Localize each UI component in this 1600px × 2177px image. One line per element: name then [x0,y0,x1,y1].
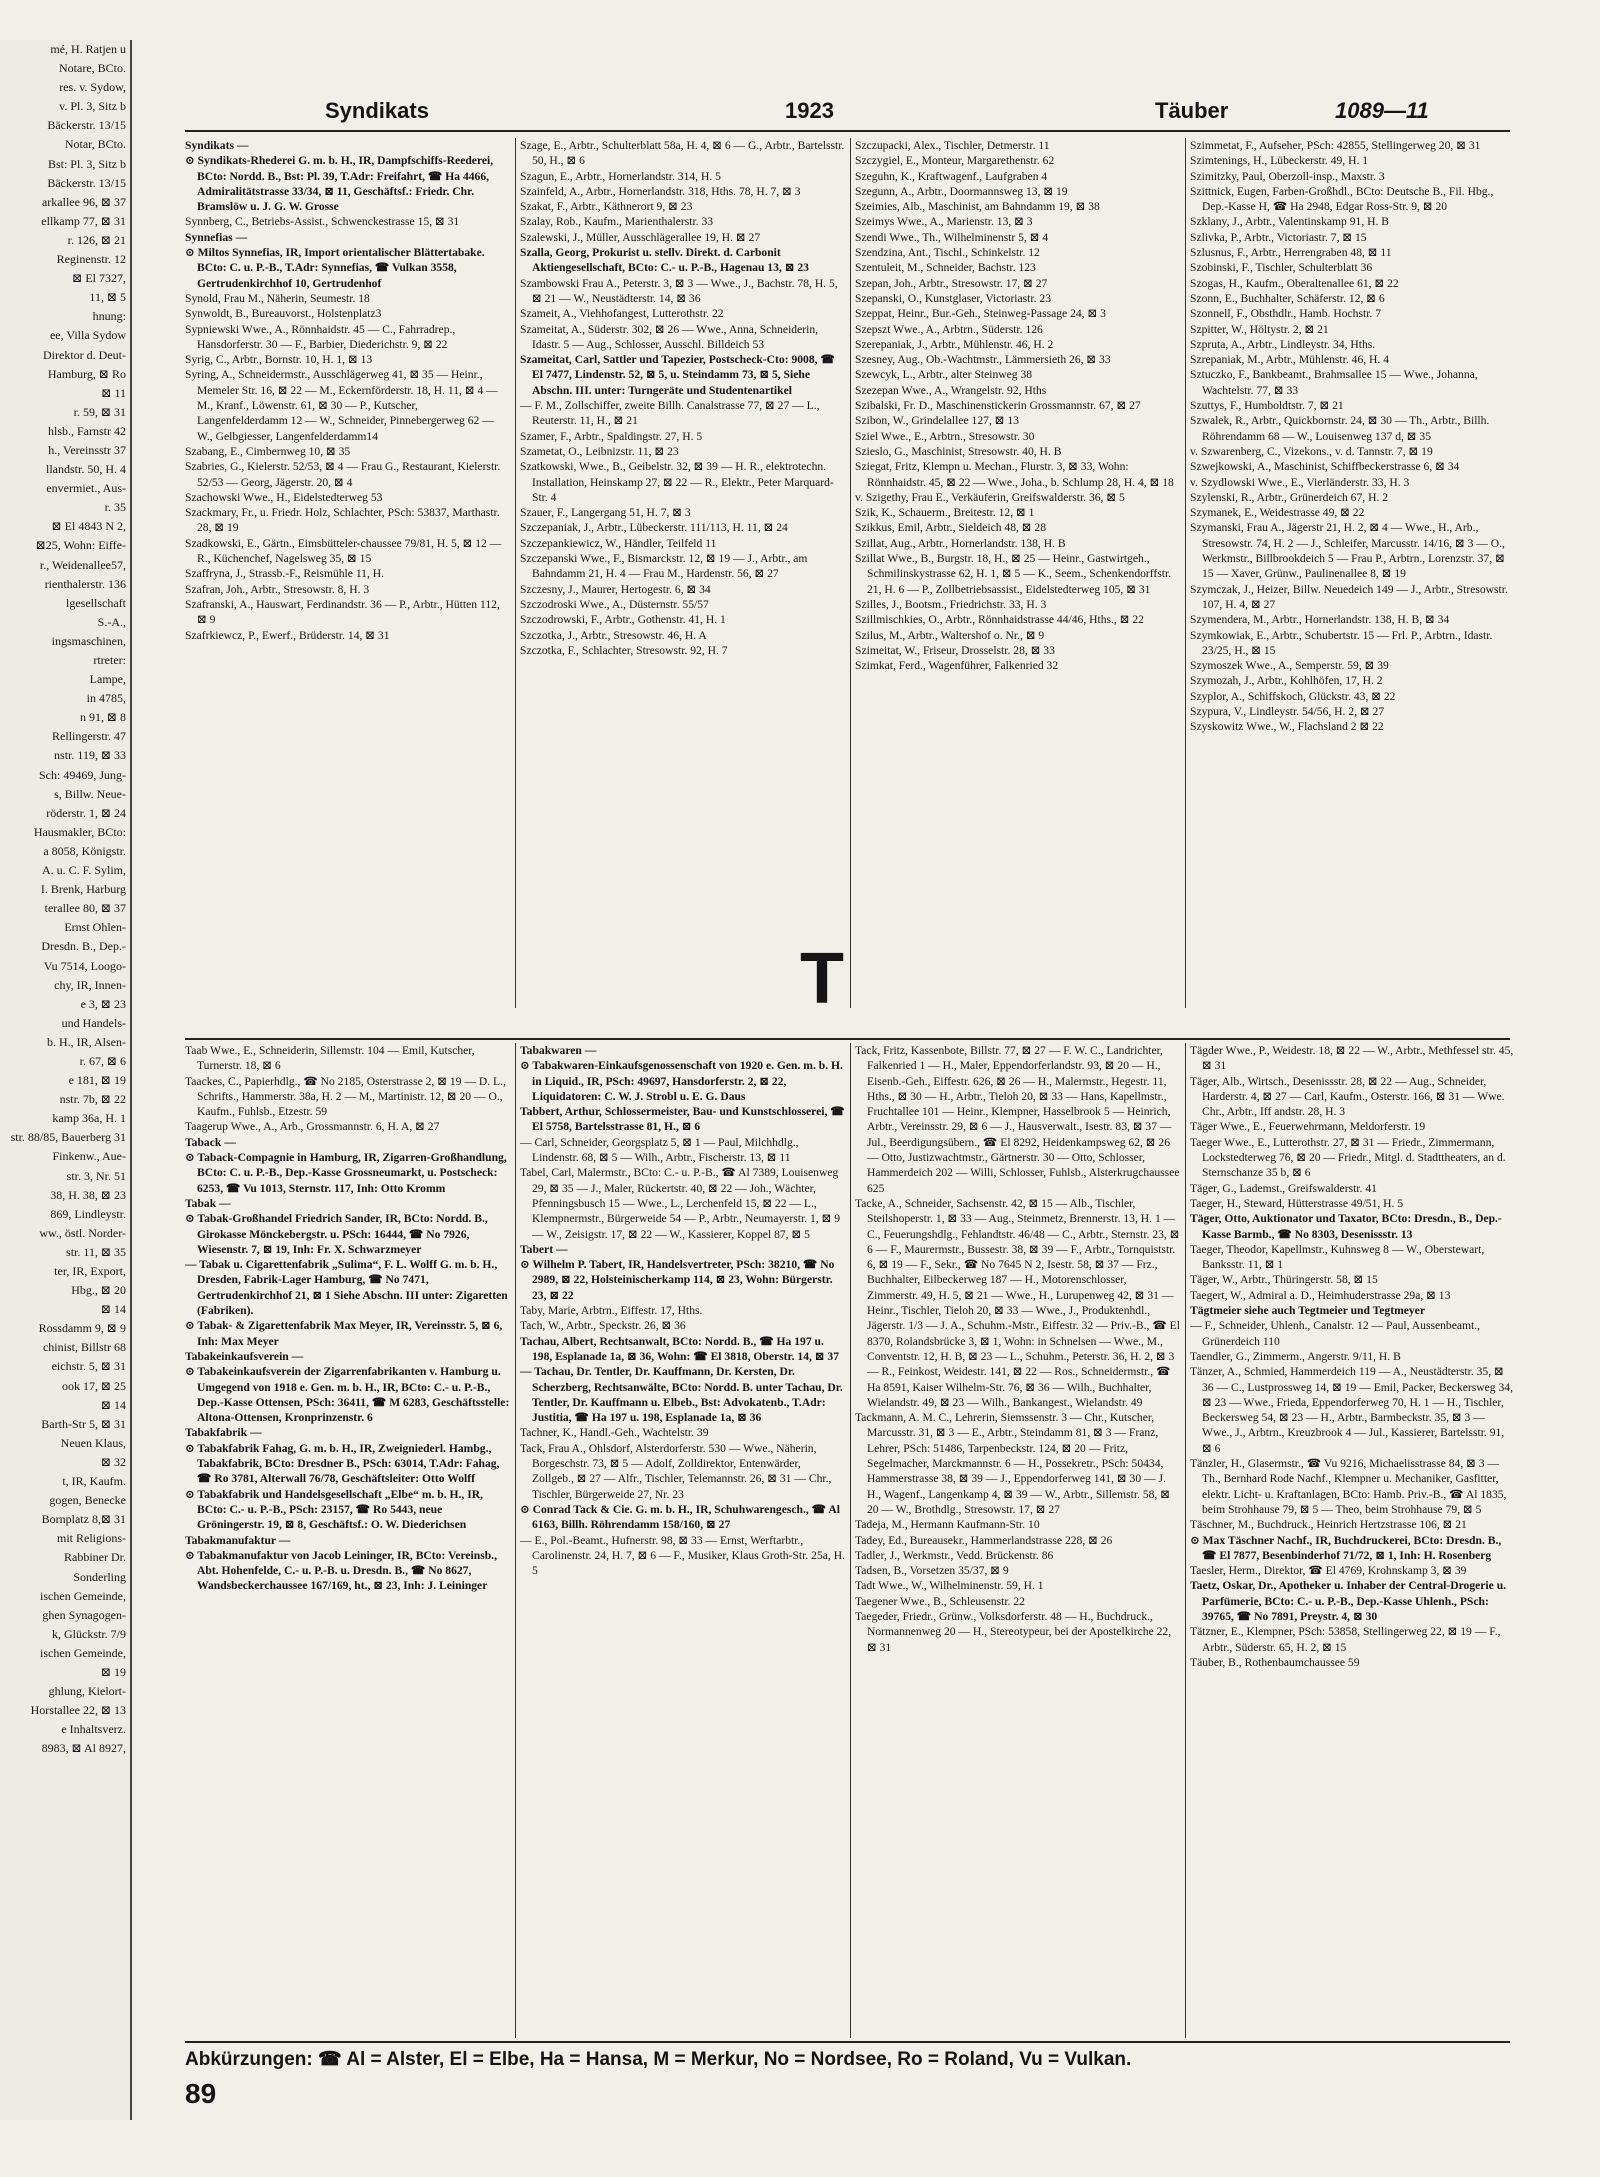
previous-page-line: e 3, ⊠ 23 [80,996,126,1011]
directory-entry: Tabakfabrik — [185,1426,262,1440]
directory-entry: Synwoldt, B., Bureauvorst., Holstenplatz3 [185,307,382,321]
previous-page-line: r. 35 [104,500,126,515]
previous-page-line: ⊠ 11 [101,385,126,400]
directory-entry: Szimitzky, Paul, Oberzoll-insp., Maxstr. 3 [1190,169,1385,183]
directory-entry: Szklany, J., Arbtr., Valentinskamp 91, H. B [1190,215,1390,229]
previous-page-line: nstr. 119, ⊠ 33 [54,748,126,763]
directory-entry: Szillat, Aug., Arbtr., Hornerlandstr. 138, H. B [855,536,1066,550]
directory-entry: Szczotka, F., Schlachter, Stresowstr. 92, H. 7 [520,643,728,657]
directory-entry: Szogas, H., Kaufm., Oberaltenallee 61, ⊠ 22 [1190,276,1399,290]
directory-entry: Tach, W., Arbtr., Speckstr. 26, ⊠ 36 [520,1319,686,1333]
previous-page-line: eichstr. 5, ⊠ 31 [51,1359,126,1374]
directory-entry: Szakat, F., Arbtr., Käthnerort 9, ⊠ 23 [520,200,693,214]
directory-entry: Szameitat, Carl, Sattler und Tapezier, Postscheck-Cto: 9008, ☎ El 7477, Lindenstr. 52, ⊠ 5, u. Steindamm 73, ⊠ 5, Siehe Abschn. III. unter: Turngeräte und Studentenartikel [520,353,835,397]
directory-entry: Szeguhn, K., Kraftwagenf., Laufgraben 4 [855,169,1048,183]
previous-page-line: 38, H. 38, ⊠ 23 [50,1187,126,1202]
directory-entry: Szabries, G., Kielerstr. 52/53, ⊠ 4 — Frau G., Restaurant, Kielerstr. 52/53 — Georg, Jägerstr. 20, ⊠ 4 [185,460,501,489]
directory-entry: Szczepaniak, J., Arbtr., Lübeckerstr. 111/113, H. 11, ⊠ 24 [520,521,788,535]
previous-page-line: Notar, BCto. [64,137,126,152]
directory-entry: Szpitter, W., Höltystr. 2, ⊠ 21 [1190,322,1329,336]
previous-page-line: Neuen Klaus, [60,1435,126,1450]
directory-entry: ⊙ Conrad Tack & Cie. G. m. b. H., IR, Schuhwarengesch., ☎ Al 6163, Billh. Röhrendamm 158/160, ⊠ 27 [520,1502,840,1532]
directory-entry: ⊙ Tabakmanufaktur von Jacob Leininger, IR, BCto: Vereinsb., Abt. Hohenfelde, C.- u. P.-B. u. Dresdn. B., ☎ No 8627, Wandsbeckerchaussee 167/169, ht., ⊠ 23, Inh: J. Leininger [185,1548,497,1593]
directory-entry: Tachner, K., Handl.-Geh., Wachtelstr. 39 [520,1426,709,1440]
directory-entry: Szafranski, A., Hauswart, Ferdinandstr. 36 — P., Arbtr., Hütten 112, ⊠ 9 [185,597,500,627]
previous-page-line: ee, Villa Sydow [49,328,126,343]
directory-entry: Taby, Marie, Arbtrn., Eiffestr. 17, Hths. [520,1304,703,1318]
directory-entry: ⊙ Tabakfabrik Fahag, G. m. b. H., IR, Zweigniederl. Hambg., Tabakfabrik, BCto: Dresdner B., PSch: 63014, T.Adr: Fahag, ☎ Ro 3781, Alterwall 76/78, Geschäftsleiter: Otto Wolff [185,1441,500,1486]
directory-entry: Taab Wwe., E., Schneiderin, Sillemstr. 104 — Emil, Kutscher, Turnerstr. 18, ⊠ 6 [185,1044,475,1073]
directory-entry: Taeger Wwe., E., Lutterothstr. 27, ⊠ 31 — Friedr., Zimmermann, Lockstedterweg 76, ⊠ 20 — Friedr., Mitgl. d. Stadttheaters, an d. Sternschanze 35 b, ⊠ 6 [1190,1135,1506,1180]
previous-page-line: A. u. C. F. Sylim, [41,863,126,878]
directory-entry: Szameit, A., Viehhofangest, Lutterothstr. 22 [520,307,724,321]
directory-entry: Täger Wwe., E., Feuerwehrmann, Meldorferstr. 19 [1190,1120,1426,1134]
previous-page-line: Reginenstr. 12 [56,252,126,267]
previous-page-line: I. Brenk, Harburg [40,882,126,897]
directory-entry: ⊙ Max Täschner Nachf., IR, Buchdruckerei, BCto: Dresdn. B., ☎ El 7877, Besenbinderhof 71/72, ⊠ 1, Inh: H. Rosenberg [1190,1533,1502,1562]
previous-page-line: r. 59, ⊠ 31 [73,404,126,419]
previous-page-line: 8983, ⊠ Al 8927, [41,1741,126,1756]
directory-entry: Szeimies, Alb., Maschinist, am Bahndamm 19, ⊠ 38 [855,200,1100,214]
previous-page-line: Direktor d. Deut- [43,347,126,362]
directory-entry: Szendi Wwe., Th., Wilhelminenstr 5, ⊠ 4 [855,230,1049,244]
page-header [145,98,1550,138]
previous-page-line: Rossdamm 9, ⊠ 9 [38,1321,126,1336]
directory-entry: Szendzina, Ant., Tischl., Schinkelstr. 12 [855,246,1040,260]
directory-entry: Taegert, W., Admiral a. D., Heimhuderstrasse 29a, ⊠ 13 [1190,1288,1451,1302]
directory-entry: Szuttys, F., Humboldtstr. 7, ⊠ 21 [1190,399,1344,413]
directory-entry: Szalewski, J., Müller, Ausschlägerallee 19, H. ⊠ 27 [520,230,761,244]
previous-page-line: Sch: 49469, Jung- [39,767,126,782]
section-letter: T [800,939,844,1019]
previous-page-line: str. 11, ⊠ 35 [66,1244,126,1259]
directory-entry: Tacke, A., Schneider, Sachsenstr. 42, ⊠ 15 — Alb., Tischler, Steilshoperstr. 1, ⊠ 33 — Aug., Steinmetz, Brennerstr. 13, H. 1 — C., Feuerungshdlg., Fehlandtstr. 46/48 — C., Arbtr., Sternstr. 23, ⊠ 6 — F., Maurermstr., Bussestr. 38, ⊠ 39 — F., Arbtr., Tornquiststr. 6, ⊠ 19 — F., Sekr., ☎ No 7645 N 2, Isestr. 58, ⊠ 37 — Frz., Buchhalter, Eilbeckerweg 187 — H., Motorenschlosser, Zimmerstr. 49, H. 5, ⊠ 21 — Wwe., H., Lurupenweg 42, ⊠ 31 — Heinr., Tischler, Tieloh 20, ⊠ 33 — Wwe., J., Produktenhdl., Jägerstr. 1/3 — J. A., Schuhm.-Mstr., Eiffestr. 32 — Priv.-B., ☎ El 8370, Rolandsbrücke 3, ⊠ 1, Wohn: in Schnelsen — Wwe., M., Conventstr. 12, H. B, ⊠ 23 — L., Schuhm., Peterstr. 36, H. 2, ⊠ 3 — R., Feinkost, Weidestr. 141, ⊠ 22 — Ros., Schneidermstr., ☎ Ha 8591, Kaiser Wilhelm-Str. 76, ⊠ 36 — Wilh., Buchhalter, Wielandstr. 49, ⊠ 23 — Wilh., Bankangest., Wielandstr. 49 [855,1196,1180,1409]
previous-page-line: 11, ⊠ 5 [89,290,126,305]
directory-entry: Szymozah, J., Arbtr., Kohlhöfen, 17, H. 2 [1190,674,1383,688]
directory-entry: Szczodroski Wwe., A., Düsternstr. 55/57 [520,597,709,611]
column-1-top [185,138,510,1008]
previous-page-line: ischen Gemeinde, [40,1588,126,1603]
directory-entry: Szatkowski, Wwe., B., Geibelstr. 32, ⊠ 39 — H. R., elektrotechn. Installation, Heinskamp 27, ⊠ 22 — R., Elektr., Peter Marquard-Str. 4 [520,460,834,504]
directory-entry: Szezepan Wwe., A., Wrangelstr. 92, Hths [855,383,1047,397]
directory-entry: Tänzer, A., Schmied, Hammerdeich 119 — A., Neustädterstr. 35, ⊠ 36 — C., Lustprossweg 14, ⊠ 19 — Emil, Packer, Beckersweg 34, ⊠ 23 — Wwe., Frieda, Eppendorferweg 70, H. 1 — H., Tischler, Beckersweg 54, ⊠ 23 — H., Arbtr., Barmbeckstr. 35, ⊠ 3 — Wwe., J., Arbtrn., Kreuzbrook 4 — Jul., Kassierer, Bartelsstr. 91, ⊠ 6 [1190,1365,1513,1455]
directory-entry: Szesney, Aug., Ob.-Wachtmstr., Lämmersieth 26, ⊠ 33 [855,353,1111,367]
previous-page-line: nstr. 7b, ⊠ 22 [59,1092,126,1107]
directory-entry: Täger, Alb., Wirtsch., Desenissstr. 28, ⊠ 22 — Aug., Schneider, Harderstr. 4, ⊠ 27 — Carl, Kaufm., Osterstr. 166, ⊠ 31 — Wwe. Chr., Arbtr., Iff andstr. 28, H. 3 [1190,1074,1505,1119]
directory-entry: Taeger, H., Steward, Hütterstrasse 49/51, H. 5 [1190,1196,1404,1210]
previous-page-line: envermiet., Aus- [46,481,126,496]
directory-entry: — Tabak u. Cigarettenfabrik „Sulima“, F. L. Wolff G. m. b. H., Dresden, Fabrik-Lager Hamburg, ☎ No 7471, Gertrudenkirchhof 21, ⊠ 1 Siehe Abschn. III unter: Zigaretten (Fabriken). [185,1258,508,1318]
directory-entry: Syrig, C., Arbtr., Bornstr. 10, H. 1, ⊠ 13 [185,353,373,367]
column-divider [850,138,851,1008]
previous-page-line: Hamburg, ⊠ Ro [47,366,126,381]
column-4-bottom [1190,1043,1515,2038]
directory-entry: Tabakeinkaufsverein — [185,1349,304,1363]
column-3-top [855,138,1180,1008]
previous-page-line: Rabbiner Dr. [64,1550,126,1565]
previous-page-line: 869, Lindleystr. [50,1206,126,1221]
directory-entry: Tabert — [520,1242,568,1256]
previous-page-line: Rellingerstr. 47 [52,729,126,744]
directory-entry: Szymanski, Frau A., Jägerstr 21, H. 2, ⊠ 4 — Wwe., H., Arb., Stresowstr. 74, H. 2 — J., Schleifer, Marcusstr. 14/16, ⊠ 3 — O., Werkmstr., Billbrookdeich 5 — Frau P., Arbtrn., Lorenzstr. 37, ⊠ 15 — Xaver, Grünw., Paulinenallee 8, ⊠ 19 [1190,521,1505,581]
previous-page-line: res. v. Sydow, [59,80,126,95]
directory-entry: Szylenski, R., Arbtr., Grünerdeich 67, H. 2 [1190,490,1389,504]
previous-page-line: ghen Synagogen- [42,1607,126,1622]
previous-page-line: ter, IR, Export, [54,1264,126,1278]
directory-entry: Tägtmeier siehe auch Tegtmeier und Tegtmeyer [1190,1304,1425,1318]
previous-page-line: r., Weidenallee57, [39,557,126,572]
previous-page-line: ⊠ 32 [100,1454,126,1469]
page-number: 89 [185,2078,217,2109]
directory-entry: Szonnell, F., Obsthdlr., Hamb. Hochstr. 7 [1190,307,1382,321]
previous-page-line: t, IR, Kaufm. [62,1474,126,1489]
column-divider [515,138,516,1008]
column-3-bottom [855,1043,1180,2038]
directory-entry: Szyplor, A., Schiffskoch, Glückstr. 43, ⊠ 22 [1190,689,1396,703]
previous-page-line: lgesellschaft [66,595,126,610]
directory-entry: Tackmann, A. M. C., Lehrerin, Siemssenstr. 3 — Chr., Kutscher, Marcusstr. 31, ⊠ 3 — E., Arbtr., Steindamm 81, ⊠ 3 — Franz, Lehrer, PSch: 51486, Tarpenbeckstr. 124, ⊠ 20 — Fritz, Segelmacher, Marckmannstr. 6 — H., Possekretr., PSch: 50434, Hammerstrasse 38, ⊠ 39 — J., Eppendorferweg 141, ⊠ 30 — J. H., Wagenf., Langenkamp 4, ⊠ 39 — W., Arbtr., Sillemstr. 58, ⊠ 20 — W., Brothdlg., Stresowstr. 17, ⊠ 27 [855,1411,1170,1516]
previous-page-line: h., Vereinsstr 37 [48,442,126,457]
previous-page-line: k, Glückstr. 7/9 [52,1626,126,1641]
directory-entry: Taegener Wwe., B., Schleusenstr. 22 [855,1594,1025,1608]
directory-entry: Szamer, F., Arbtr., Spaldingstr. 27, H. 5 [520,429,703,443]
directory-entry: Tadsen, B., Vorsetzen 35/37, ⊠ 9 [855,1564,1009,1578]
previous-page-line: Sonderling [73,1569,126,1584]
previous-page-line: Bäckerstr. 13/15 [47,175,126,190]
directory-entry: Szaffryna, J., Strassb.-F., Reismühle 11, H. [185,567,385,581]
directory-entry: Szczodrowski, F., Arbtr., Gothenstr. 41, H. 1 [520,613,726,627]
previous-page-line: a 8058, Königstr. [43,843,126,858]
directory-entry: Szerepaniak, J., Arbtr., Mühlenstr. 46, H. 2 [855,337,1054,351]
directory-entry: Tadeja, M., Hermann Kaufmann-Str. 10 [855,1518,1040,1532]
directory-entry: Tachau, Albert, Rechtsanwalt, BCto: Nordd. B., ☎ Ha 197 u. 198, Esplanade 1a, ⊠ 36, Wohn: ☎ El 3818, Oberstr. 14, ⊠ 37 [520,1334,840,1363]
directory-entry: Täger, G., Lademst., Greifswalderstr. 41 [1190,1181,1377,1195]
directory-entry: Szpruta, A., Arbtr., Lindleystr. 34, Hths. [1190,337,1376,351]
directory-entry: Taagerup Wwe., A., Arb., Grossmannstr. 6, H. A, ⊠ 27 [185,1120,440,1134]
previous-page-line: b. H., IR, Alsen- [47,1034,126,1049]
directory-entry: Tabbert, Arthur, Schlossermeister, Bau- und Kunstschlosserei, ☎ El 5758, Bartelsstrasse 81, H., ⊠ 6 [520,1105,845,1134]
previous-page-line: v. Pl. 3, Sitz b [59,99,126,114]
directory-entry: Szalay, Rob., Kaufm., Marienthalerstr. 33 [520,215,714,229]
directory-entry: Szillmischkies, O., Arbtr., Rönnhaidstrasse 44/46, Hths., ⊠ 22 [855,613,1144,627]
previous-page-line: ingsmaschinen, [51,633,126,648]
directory-entry: Sztuczko, F., Bankbeamt., Brahmsallee 15 — Wwe., Johanna, Wachtelstr. 77, ⊠ 33 [1190,368,1478,397]
column-divider [515,1043,516,2038]
directory-entry: Szalla, Georg, Prokurist u. stellv. Direkt. d. Carbonit Aktiengesellschaft, BCto: C.- u. P.-B., Hagenau 13, ⊠ 23 [520,246,809,275]
directory-entry: Szafran, Joh., Arbtr., Stresowstr. 8, H. 3 [185,582,370,596]
directory-entry: Taackes, C., Papierhdlg., ☎ No 2185, Osterstrasse 2, ⊠ 19 — D. L., Schrifts., Hammerstr. 38a, H. 2 — M., Martinistr. 12, ⊠ 20 — O., Kaufm., Fuhlsb., Etzestr. 59 [185,1074,506,1119]
previous-page-line: in 4785, [86,691,126,706]
directory-entry: Szainfeld, A., Arbtr., Hornerlandstr. 318, Hths. 78, H. 7, ⊠ 3 [520,184,801,198]
previous-page-line: gogen, Benecke [49,1493,126,1508]
column-divider [1185,1043,1186,2038]
directory-entry: Taback — [185,1135,236,1149]
column-4-top [1190,138,1515,1008]
header-rule [185,130,1510,132]
header-right: Täuber [1155,98,1229,123]
previous-page-line: und Handels- [61,1015,126,1030]
directory-entry: Taetz, Oskar, Dr., Apotheker u. Inhaber der Central-Drogerie u. Parfümerie, BCto: C.- u. P.-B., Dep.-Kasse Uhlenh., PSch: 39765, ☎ No 7891, Preystr. 4, ⊠ 30 [1190,1579,1507,1623]
previous-page-line: Bst: Pl. 3, Sitz b [47,156,126,171]
previous-page-line: e Inhaltsverz. [61,1722,126,1737]
directory-entry: Szymczak, J., Heizer, Billw. Neuedeich 149 — J., Arbtr., Stresowstr. 107, H. 4, ⊠ 27 [1190,582,1508,611]
directory-entry: — Carl, Schneider, Georgsplatz 5, ⊠ 1 — Paul, Milchhdlg., Lindenstr. 68, ⊠ 5 — Wilh., Arbtr., Fischerstr. 13, ⊠ 11 [520,1135,799,1165]
directory-entry: Tänzler, H., Glasermstr., ☎ Vu 9216, Michaelisstrasse 84, ⊠ 3 — Th., Bernhard Rode Nachf., Klempner u. Mechaniker, Gasfitter, elektr. Licht- u. Kraftanlagen, BCto: Hamb. Priv.-B., ☎ Al 1835, beim Strohhause 79, ⊠ 5 — Theo, beim Strohhause 79, ⊠ 5 [1190,1457,1507,1516]
directory-entry: Tabakmanufaktur — [185,1533,291,1547]
abbreviation-footer: Abkürzungen: ☎ Al = Alster, El = Elbe, Ha = Hansa, M = Merkur, No = Nordsee, Ro = Roland, Vu = Vulkan. [185,2049,1132,2070]
directory-entry: — F. M., Zollschiffer, zweite Billh. Canalstrasse 77, ⊠ 27 — L., Reuterstr. 11, H., ⊠ 21 [520,399,820,428]
directory-entry: Szewcyk, L., Arbtr., alter Steinweg 38 [855,368,1033,382]
directory-entry: ⊙ Syndikats-Rhederei G. m. b. H., IR, Dampfschiffs-Reederei, BCto: Nordd. B., Bst: Pl. 39, T.Adr: Freifahrt, ☎ Ha 4466, Admiralitätstrasse 33/34, ⊠ 11, Geschäftsf.: Friedr. Chr. Bramslöw u. J. G. W. Grosse [185,154,494,214]
directory-entry: Szagun, E., Arbtr., Hornerlandstr. 314, H. 5 [520,169,721,183]
directory-entry: Sypniewski Wwe., A., Rönnhaidstr. 45 — C., Fahrradrep., Hansdorferstr. 30 — F., Barbier, Diederichstr. 9, ⊠ 22 [185,322,456,351]
directory-entry: — E., Pol.-Beamt., Hufnerstr. 98, ⊠ 33 — Ernst, Werftarbtr., Carolinenstr. 24, H. 7, ⊠ 6 — F., Musiker, Klaus Groth-Str. 25a, H. 5 [520,1533,845,1578]
directory-entry: Szachowski Wwe., H., Eidelstedterweg 53 [185,490,383,504]
directory-entry: Syndikats — [185,139,249,152]
directory-entry: Szymendera, M., Arbtr., Hornerlandstr. 138, H. B, ⊠ 34 [1190,613,1450,627]
directory-entry: Szepan, Joh., Arbtr., Stresowstr. 17, ⊠ 27 [855,276,1048,290]
directory-entry: Szczepankiewicz, W., Händler, Teilfeld 11 [520,536,717,550]
directory-entry: Tadt Wwe., W., Wilhelminenstr. 59, H. 1 [855,1579,1044,1593]
previous-page-line: e 181, ⊠ 19 [68,1073,126,1088]
directory-entry: Taeger, Theodor, Kapellmstr., Kuhnsweg 8 — W., Oberstewart, Banksstr. 11, ⊠ 1 [1190,1242,1485,1272]
directory-entry: v. Szigethy, Frau E., Verkäuferin, Greifswalderstr. 36, ⊠ 5 [855,490,1125,504]
previous-page-line: ellkamp 77, ⊠ 31 [41,213,126,228]
directory-entry: Szametat, O., Leibnizstr. 11, ⊠ 23 [520,444,679,458]
directory-entry: Szymkowiak, E., Arbtr., Schubertstr. 15 — Frl. P., Arbtrn., Idastr. 23/25, H., ⊠ 15 [1190,628,1493,657]
directory-entry: Täger, Otto, Auktionator und Taxator, BCto: Dresdn., B., Dep.-Kasse Barmb., ☎ No 8303, Desenissstr. 13 [1190,1212,1502,1241]
directory-entry: Szackmary, Fr., u. Friedr. Holz, Schlachter, PSch: 53837, Marthastr. 28, ⊠ 19 [185,506,500,535]
directory-entry: ⊙ Tabakfabrik und Handelsgesellschaft „Elbe“ m. b. H., IR, BCto: C.- u. P.-B., PSch: 23157, ☎ Ro 5443, neue Gröningerstr. 19, ⊠ 8, Geschäftsf.: O. W. Diederichsen [185,1487,484,1532]
directory-entry: Szilles, J., Bootsm., Friedrichstr. 33, H. 3 [855,597,1047,611]
directory-entry: Szypura, V., Lindleystr. 54/56, H. 2, ⊠ 27 [1190,704,1385,718]
previous-page-line: arkallee 96, ⊠ 37 [41,194,126,209]
directory-entry: Szepanski, O., Kunstglaser, Victoriastr. 23 [855,291,1052,305]
directory-entry: Szeppat, Heinr., Bur.-Geh., Steinweg-Passage 24, ⊠ 3 [855,307,1106,321]
directory-entry: Täger, W., Arbtr., Thüringerstr. 58, ⊠ 15 [1190,1273,1378,1287]
previous-page-line: Dresdn. B., Dep.- [41,939,126,954]
directory-entry: Szilus, M., Arbtr., Waltershof o. Nr., ⊠ 9 [855,628,1045,642]
directory-entry: Tabak — [185,1196,231,1210]
column-divider [1185,138,1186,1008]
previous-page-line: Hausmakler, BCto: [33,824,126,839]
directory-entry: Szlivka, P., Arbtr., Victoriastr. 7, ⊠ 15 [1190,230,1367,244]
directory-entry: Szczotka, J., Arbtr., Stresowstr. 46, H. A [520,628,707,642]
directory-entry: ⊙ Tabakeinkaufsverein der Zigarrenfabrikanten v. Hamburg u. Umgegend von 1918 e. Gen. m. b. H., IR, BCto: C.- u. P.-B., Dep.-Kasse Ottensen, PSch: 36411, ☎ M 6283, Geschäftsstelle: Altona-Ottensen, Kronprinzenstr. 6 [185,1365,510,1425]
previous-page-line: ⊠ 19 [100,1664,126,1679]
directory-entry: v. Szydlowski Wwe., E., Vierländerstr. 33, H. 3 [1190,475,1410,489]
directory-entry: Szobinski, F., Tischler, Schulterblatt 36 [1190,261,1373,275]
previous-page-line: ⊠ El 7327, [72,271,126,286]
directory-entry: Taesler, Herm., Direktor, ☎ El 4769, Krohnskamp 3, ⊠ 39 [1190,1564,1467,1578]
directory-entry: Tabakwaren — [520,1044,597,1057]
header-year: 1923 [785,98,834,123]
directory-entry: Szameitat, A., Süderstr. 302, ⊠ 26 — Wwe., Anna, Schneiderin, Idastr. 5 — Aug., Schlosser, Ausschl. Billdeich 53 [520,322,819,351]
directory-entry: Szonn, E., Buchhalter, Schäferstr. 12, ⊠ 6 [1190,291,1385,305]
previous-page-line: Notare, BCto. [59,61,126,76]
directory-entry: Szabang, E., Cimbernweg 10, ⊠ 35 [185,444,351,458]
directory-entry: Taegeder, Friedr., Grünw., Volksdorferstr. 48 — H., Buchdruck., Normannenweg 20 — H., Stereotypeur, bei der Apostelkirche 22, ⊠ 31 [855,1609,1172,1654]
directory-entry: Sziel Wwe., E., Arbtrn., Stresowstr. 30 [855,429,1035,443]
directory-entry: Taendler, G., Zimmerm., Angerstr. 9/11, H. B [1190,1349,1401,1363]
directory-entry: Szimkat, Ferd., Wagenführer, Falkenried 32 [855,659,1059,673]
directory-entry: ⊙ Miltos Synnefias, IR, Import orientalischer Blättertabake. BCto: C. u. P.-B., T.Adr: Synnefias, ☎ Vulkan 3558, Gertrudenkirchhof 10, Gertrudenhof [185,246,485,290]
previous-page-line: n 91, ⊠ 8 [79,710,126,725]
previous-page-line: str. 3, Nr. 51 [66,1168,126,1183]
previous-page-line: ook 17, ⊠ 25 [61,1378,126,1393]
directory-entry: Szimeitat, W., Friseur, Drosselstr. 28, ⊠ 33 [855,643,1055,657]
directory-entry: Szik, K., Schauerm., Breitestr. 12, ⊠ 1 [855,506,1035,520]
section-rule [185,1038,1510,1040]
directory-entry: Szimmetat, F., Aufseher, PSch: 42855, Stellingerweg 20, ⊠ 31 [1190,139,1481,152]
directory-entry: Tägder Wwe., P., Weidestr. 18, ⊠ 22 — W., Arbtr., Methfessel str. 45, ⊠ 31 [1190,1044,1514,1073]
directory-entry: Szibalski, Fr. D., Maschinenstickerin Grossmannstr. 67, ⊠ 27 [855,399,1141,413]
directory-entry: Täschner, M., Buchdruck., Heinrich Hertzstrasse 106, ⊠ 21 [1190,1518,1467,1532]
previous-page-line: Bornplatz 8,⊠ 31 [41,1512,126,1527]
previous-page-line: ghlung, Kielort- [48,1684,126,1699]
previous-page-line: ⊠25, Wohn: Eiffe- [35,538,126,553]
previous-page-fragment [0,40,132,2120]
directory-entry: Szieslo, G., Maschinist, Stresowstr. 40, H. B [855,444,1062,458]
directory-entry: Szczesny, J., Maurer, Hertogestr. 6, ⊠ 34 [520,582,711,596]
previous-page-line: mé, H. Ratjen u [50,42,126,56]
previous-page-line: str. 88/85, Bauerberg 31 [10,1130,126,1145]
directory-entry: ⊙ Tabak- & Zigarettenfabrik Max Meyer, IR, Vereinsstr. 5, ⊠ 6, Inh: Max Meyer [185,1319,503,1348]
previous-page-line: ischen Gemeinde, [40,1645,126,1660]
previous-page-line: ww., östl. Norder- [39,1225,126,1240]
directory-entry: Täuber, B., Rothenbaumchaussee 59 [1190,1655,1360,1669]
column-2-bottom [520,1043,845,2038]
previous-page-line: rtreter: [93,653,126,667]
directory-entry: Syring, A., Schneidermstr., Ausschlägerweg 41, ⊠ 35 — Heinr., Memeler Str. 16, ⊠ 22 — M., Eckernförderstr. 18, H. 11, ⊠ 4 — M., Kranf., Löwenstr. 61, ⊠ 30 — P., Kutscher, Langenfelderdamm 12 — W., Schneider, Pinnebergerweg 62 — W., Gelbgiesser, Langenfelderdamm14 [185,368,498,443]
directory-entry: ⊙ Tabakwaren-Einkaufsgenossenschaft von 1920 e. Gen. m. b. H. in Liquid., IR, PSch: 49697, Hansdorferstr. 2, ⊠ 22, Liquidatoren: C. W. J. Strobl u. E. G. Daus [520,1059,843,1103]
directory-entry: Szadkowski, E., Gärtn., Eimsbütteler-chaussee 79/81, H. 5, ⊠ 12 — R., Küchenchef, Nagelsweg 35, ⊠ 15 [185,536,502,566]
directory-entry: Szambowski Frau A., Peterstr. 3, ⊠ 3 — Wwe., J., Bachstr. 78, H. 5, ⊠ 21 — W., Neustädterstr. 14, ⊠ 36 [520,276,838,305]
directory-entry: ⊙ Tabak-Großhandel Friedrich Sander, IR, BCto: Nordd. B., Girokasse Mönckebergstr. u. PSch: 16444, ☎ No 7926, Wiesenstr. 7, ⊠ 19, Inh: Fr. X. Schwarzmeyer [185,1212,488,1256]
directory-entry: Synnberg, C., Betriebs-Assist., Schwenckestrasse 15, ⊠ 31 [185,215,460,229]
directory-entry: Szeimys Wwe., A., Marienstr. 13, ⊠ 3 [855,215,1033,229]
directory-entry: v. Szwarenberg, C., Vizekons., v. d. Tannstr. 7, ⊠ 19 [1190,444,1433,458]
previous-page-line: Horstallee 22, ⊠ 13 [30,1703,126,1718]
directory-entry: Szage, E., Arbtr., Schulterblatt 58a, H. 4, ⊠ 6 — G., Arbtr., Bartelsstr. 50, H., ⊠ 6 [520,139,845,168]
directory-entry: Szafrkiewcz, P., Ewerf., Brüderstr. 14, ⊠ 31 [185,628,390,642]
directory-entry: Szrepaniak, M., Arbtr., Mühlenstr. 46, H. 4 [1190,353,1390,367]
directory-entry: Szittnick, Eugen, Farben-Großhdl., BCto: Deutsche B., Fil. Hbg., Dep.-Kasse H, ☎ Ha 2948, Edgar Ross-Str. 9, ⊠ 20 [1190,184,1494,214]
directory-entry: Szentuleit, M., Schneider, Bachstr. 123 [855,261,1036,275]
previous-page-line: r. 67, ⊠ 6 [79,1053,126,1068]
directory-entry: Sziegat, Fritz, Klempn u. Mechan., Flurstr. 3, ⊠ 33, Wohn: Rönnhaidstr. 45, ⊠ 22 — Wwe., Joha., b. Schlump 28, H. 4, ⊠ 18 [855,460,1174,489]
previous-page-line: ⊠ El 4843 N 2, [51,519,126,534]
directory-entry: Szczupacki, Alex., Tischler, Detmerstr. 11 [855,139,1050,152]
directory-entry: Synnefias — [185,230,248,244]
previous-page-line: mit Religions- [57,1531,126,1546]
directory-entry: Tabel, Carl, Malermstr., BCto: C.- u. P.-B., ☎ Al 7389, Louisenweg 29, ⊠ 35 — J., Maler, Rückertstr. 40, ⊠ 22 — Joh., Wächter, Pfenningsbusch 15 — Wwe., L., Lerchenfeld 15, ⊠ 22 — L., Klempnermstr., Bürgerweide 54 — P., Arbtr., Neumayerstr. 1, ⊠ 9 — W., Zeisigstr. 17, ⊠ 22 — W., Kassierer, Koppel 87, ⊠ 5 [520,1166,840,1241]
directory-entry: Szillat Wwe., B., Burgstr. 18, H., ⊠ 25 — Heinr., Gastwirtgeh., Schmilinskystrasse 62, H. 1, ⊠ 5 — K., Seem., Schenkendorffstr. 21, H. 6 — P., Zollbetriebsassist., Eidelstedterweg 105, ⊠ 31 [855,552,1172,596]
directory-entry: — Tachau, Dr. Tentler, Dr. Kauffmann, Dr. Kersten, Dr. Scherzberg, Rechtsanwälte, BCto: Nordd. B. unter Tachau, Dr. Tentler, Dr. Kauffmann u. Elbeb., Bst: Advokatenb., T.Adr: Justitia, ☎ Ha 197 u. 198, Esplanade 1a, ⊠ 36 [520,1365,843,1425]
previous-page-line: Ernst Ohlen- [64,920,126,935]
directory-page [145,58,1550,2118]
directory-entry: Szimtenings, H., Lübeckerstr. 49, H. 1 [1190,154,1369,168]
directory-entry: Szepszt Wwe., A., Arbtrn., Süderstr. 126 [855,322,1043,336]
previous-page-line: hlsb., Farnstr 42 [48,423,126,438]
previous-page-line: hnung: [92,309,126,324]
directory-entry: Tack, Frau A., Ohlsdorf, Alsterdorferstr. 530 — Wwe., Näherin, Borgeschstr. 73, ⊠ 5 — Adolf, Zolldirektor, Entenwärder, Zollgeb., ⊠ 27 — Alfr., Tischler, Telemannstr. 26, ⊠ 31 — Chr., Tischler, Bürgerweide 27, Nr. 23 [520,1441,832,1501]
directory-entry: Szikkus, Emil, Arbtr., Sieldeich 48, ⊠ 28 [855,521,1047,535]
previous-page-line: kamp 36a, H. 1 [52,1111,126,1126]
directory-entry: Tadler, J., Werkmstr., Vedd. Brückenstr. 86 [855,1548,1054,1562]
previous-page-line: chy, IR, Innen- [54,977,126,992]
previous-page-line: Bäckerstr. 13/15 [47,118,126,133]
directory-entry: Szymoszek Wwe., A., Semperstr. 59, ⊠ 39 [1190,659,1389,673]
previous-page-line: rienthalerstr. 136 [44,576,126,591]
previous-page-line: Hbg., ⊠ 20 [71,1283,126,1298]
previous-page-line: ⊠ 14 [100,1397,126,1412]
footer-rule [185,2041,1510,2043]
directory-entry: Tätzner, E., Klempner, PSch: 53858, Stellingerweg 22, ⊠ 19 — F., Arbtr., Süderstr. 65, H. 2, ⊠ 15 [1190,1625,1501,1654]
directory-entry: Tadey, Ed., Bureausekr., Hammerlandstrasse 228, ⊠ 26 [855,1533,1113,1547]
directory-entry: Szyskowitz Wwe., W., Flachsland 2 ⊠ 22 [1190,720,1384,734]
previous-page-line: Lampe, [89,672,126,687]
previous-page-line: S.-A., [97,614,126,629]
directory-entry: Tack, Fritz, Kassenbote, Billstr. 77, ⊠ 27 — F. W. C., Landrichter, Falkenried 1 — H., Maler, Eppendorferlandstr. 93, ⊠ 20 — H., Eisenb.-Geh., Eiffestr. 626, ⊠ 26 — H., Malermstr., Hegestr. 11, Hths., ⊠ 30 — H., Arbtr., Tieloh 20, ⊠ 33 — Hans, Kapellmstr., Fruchtallee 101 — Heinr., Klempner, Hasselbrook 5 — Heinrich, Arbtr., Vereinsstr. 29, ⊠ 6 — J., Hausverwalt., Isestr. 83, ⊠ 37 — Jul., Beerdigungsübern., ☎ El 8292, Heidenkampsweg 62, ⊠ 26 — Otto, Justizwachtmstr., Gärtnerstr. 30 — Otto, Schlosser, Hammerdeich 202 — Willi, Schlosser, Fuhlsb., Alsterkrugchaussee 625 [855,1044,1180,1195]
previous-page-line: Vu 7514, Loogo- [43,958,126,973]
previous-page-line: röderstr. 1, ⊠ 24 [46,805,126,820]
directory-entry: Szlusnus, F., Arbtr., Herrengraben 48, ⊠ 11 [1190,246,1392,260]
previous-page-line: ⊠ 14 [100,1302,126,1317]
directory-entry: — F., Schneider, Uhlenh., Canalstr. 12 — Paul, Aussenbeamt., Grünerdeich 110 [1190,1319,1481,1348]
previous-page-line: Finkenw., Aue- [52,1149,126,1164]
previous-page-line: Barth-Str 5, ⊠ 31 [41,1416,126,1431]
directory-entry: Szegunn, A., Arbtr., Doormannsweg 13, ⊠ 19 [855,184,1068,198]
column-2-top [520,138,845,1008]
directory-entry: ⊙ Wilhelm P. Tabert, IR, Handelsvertreter, PSch: 38210, ☎ No 2989, ⊠ 22, Holsteinischerkamp 114, ⊠ 23, Wohn: Bürgerstr. 23, ⊠ 22 [520,1258,835,1302]
previous-page-line: r. 126, ⊠ 21 [67,232,126,247]
directory-entry: Szczygiel, E., Monteur, Margarethenstr. 62 [855,154,1055,168]
previous-page-line: chinist, Billstr 68 [42,1340,126,1355]
header-page: 1089—11 [1335,98,1429,123]
column-divider [850,1043,851,2038]
previous-page-line: terallee 80, ⊠ 37 [44,901,126,916]
header-left: Syndikats [325,98,429,123]
directory-entry: Szczepanski Wwe., F., Bismarckstr. 12, ⊠ 19 — J., Arbtr., am Bahndamm 21, H. 4 — Frau M., Hardenstr. 56, ⊠ 27 [520,552,808,581]
previous-page-line: s, Billw. Neue- [54,786,126,801]
column-1-bottom [185,1043,510,2038]
directory-entry: Szwejkowski, A., Maschinist, Schiffbeckerstrasse 6, ⊠ 34 [1190,460,1460,474]
directory-entry: ⊙ Taback-Compagnie in Hamburg, IR, Zigarren-Großhandlung, BCto: C. u. P.-B., Dep.-Kasse Grossneumarkt, u. Postscheck: 6253, ☎ Vu 1013, Sternstr. 117, Inh: Otto Kromm [185,1151,507,1195]
directory-entry: Szibon, W., Grindelallee 127, ⊠ 13 [855,414,1019,428]
previous-page-line: llandstr. 50, H. 4 [46,462,126,477]
directory-entry: Szymanek, E., Weidestrasse 49, ⊠ 22 [1190,506,1365,520]
directory-entry: Synold, Frau M., Näherin, Seumestr. 18 [185,291,370,305]
directory-entry: Szauer, F., Langergang 51, H. 7, ⊠ 3 [520,506,691,520]
directory-entry: Szwalek, R., Arbtr., Quickbornstr. 24, ⊠ 30 — Th., Arbtr., Billh. Röhrendamm 68 — W., Louisenweg 137 d, ⊠ 35 [1190,414,1490,443]
